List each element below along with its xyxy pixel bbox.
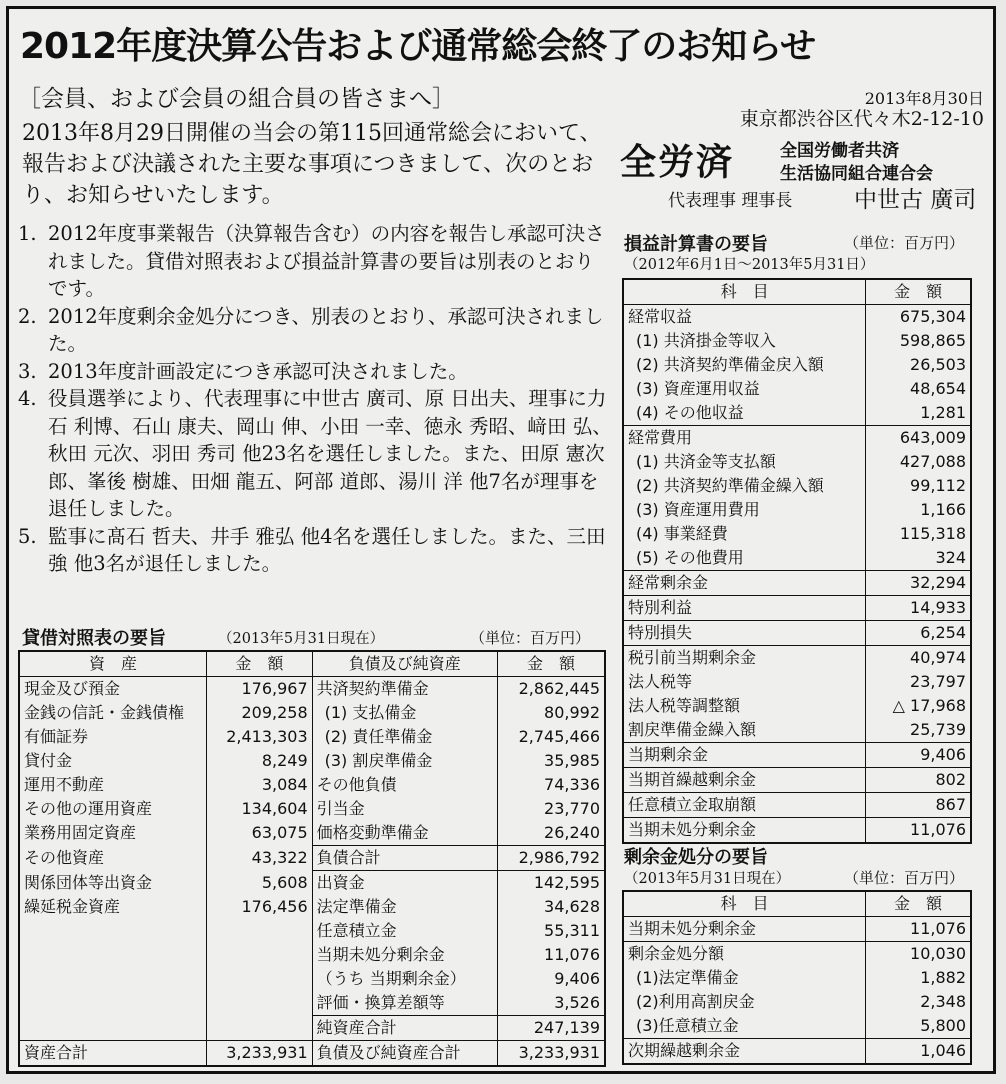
item-label: (2) 共済契約準備金繰入額: [636, 476, 824, 495]
surplus-title: 剰余金処分の要旨: [624, 847, 768, 868]
item-label: (1) 共済金等支払額: [636, 452, 776, 471]
table-row: [623, 426, 971, 451]
item-value: 25,739: [866, 718, 971, 743]
item-label: 特別利益: [623, 596, 866, 621]
asset-label: [19, 991, 207, 1016]
liability-label: (2) 責任準備金: [312, 725, 497, 749]
balance-sheet-table: [18, 650, 606, 1067]
asset-label: 繰延税金資産: [24, 897, 121, 916]
item-value: 26,503: [866, 353, 971, 377]
item-label: (5) その他費用: [636, 548, 744, 567]
item-value: 1,281: [866, 401, 971, 426]
item-number: 2.: [18, 304, 37, 328]
item-value: 6,254: [866, 621, 971, 646]
list-item: [18, 385, 612, 523]
asset-value: 8,249: [207, 749, 313, 773]
intro-paragraph: 2013年8月29日開催の当会の第115回通常総会において、報告および決議された主要な事項につきまして、次のとおり、お知らせいたします。: [22, 121, 602, 208]
item-value: 324: [866, 546, 971, 571]
item-label: (3) 資産運用収益: [636, 379, 760, 398]
column-header: 科 目: [623, 891, 866, 917]
liability-label: その他負債: [312, 773, 497, 797]
liability-value: 34,628: [497, 895, 605, 919]
item-value: △ 17,968: [866, 694, 971, 718]
total-row: [19, 1041, 605, 1067]
table-row: [623, 917, 971, 942]
item-value: 32,294: [866, 571, 971, 596]
liability-value: 26,240: [497, 821, 605, 846]
table-row: [19, 895, 605, 919]
asset-value: [207, 967, 313, 991]
item-label: (4) 事業経費: [636, 524, 728, 543]
resolution-list: [18, 220, 612, 578]
table-row: [19, 967, 605, 991]
item-label: (2)利用高割戻金: [636, 992, 755, 1011]
column-header: 金 額: [866, 891, 971, 917]
column-header: 科 目: [623, 279, 866, 305]
item-label: 次期繰越剰余金: [623, 1039, 866, 1065]
item-number: 4.: [18, 387, 37, 410]
liability-label: 共済契約準備金: [312, 677, 497, 702]
table-row: [19, 821, 605, 846]
asset-label: 貸付金: [24, 751, 73, 770]
liability-value: 2,986,792: [497, 846, 605, 871]
asset-label: 運用不動産: [24, 775, 105, 794]
asset-value: [207, 919, 313, 943]
table-row: [623, 377, 971, 401]
table-header-row: [623, 279, 971, 305]
asset-value: [207, 991, 313, 1016]
income-statement-unit: （単位：百万円）: [844, 234, 965, 252]
liability-label: 任意積立金: [312, 919, 497, 943]
item-value: 427,088: [866, 450, 971, 474]
asset-label: 金銭の信託・金銭債権: [24, 703, 185, 722]
surplus-unit: （単位：百万円）: [844, 869, 965, 887]
item-number: 3.: [18, 359, 37, 383]
liability-label: 出資金: [312, 871, 497, 896]
item-label: 特別損失: [623, 621, 866, 646]
item-value: 10,030: [866, 942, 971, 967]
item-text: 監事に髙石 哲夫、井手 雅弘 他4名を選任しました。また、三田 強 他3名が退任しました。: [48, 524, 606, 575]
asset-value: 176,456: [207, 895, 313, 919]
item-label: 法人税等: [628, 672, 693, 691]
surplus-date: （2013年5月31日現在）: [624, 871, 791, 887]
item-label: 経常収益: [628, 307, 693, 326]
liability-label: （うち 当期剰余金）: [312, 967, 497, 991]
table-row: [623, 670, 971, 694]
table-row: [623, 1039, 971, 1065]
table-row: [19, 943, 605, 967]
item-value: 802: [866, 768, 971, 793]
table-row: [623, 353, 971, 377]
asset-value: [207, 1016, 313, 1041]
table-row: [623, 329, 971, 353]
table-row: [623, 401, 971, 426]
liability-label: 評価・換算差額等: [312, 991, 497, 1016]
item-number: 5.: [18, 524, 37, 548]
asset-label: 有価証券: [24, 727, 89, 746]
item-value: 675,304: [866, 305, 971, 330]
list-item: [18, 358, 612, 386]
representative-title: 代表理事 理事長: [668, 191, 793, 211]
item-value: 23,797: [866, 670, 971, 694]
org-name-line1: 全国労働者共済: [780, 141, 899, 161]
table-row: [19, 749, 605, 773]
table-row: [623, 694, 971, 718]
asset-label: 現金及び預金: [24, 679, 121, 698]
table-row: [19, 871, 605, 896]
item-value: 1,046: [866, 1039, 971, 1065]
asset-label: その他の運用資産: [24, 799, 153, 818]
column-header: 金 額: [207, 651, 313, 677]
asset-label: [19, 967, 207, 991]
item-value: 99,112: [866, 474, 971, 498]
list-item: [18, 303, 612, 358]
column-header: 金 額: [497, 651, 605, 677]
asset-value: 5,608: [207, 871, 313, 896]
balance-sheet-unit: （単位：百万円）: [470, 629, 591, 647]
item-value: 14,933: [866, 596, 971, 621]
item-label: 経常費用: [623, 426, 866, 451]
table-row: [19, 701, 605, 725]
item-value: 2,348: [866, 990, 971, 1014]
representative-name: 中世古 廣司: [854, 187, 977, 213]
item-number: 1.: [18, 222, 37, 245]
item-label: 当期未処分剰余金: [623, 818, 866, 844]
liability-value: 2,745,466: [497, 725, 605, 749]
surplus-body: [623, 917, 971, 1065]
org-logo: 全労済: [620, 142, 735, 183]
table-row: [623, 522, 971, 546]
asset-value: 209,258: [207, 701, 313, 725]
table-row: [19, 797, 605, 821]
item-label: 法人税等調整額: [628, 696, 741, 715]
item-value: 40,974: [866, 646, 971, 671]
liab-total-value: 3,233,931: [497, 1041, 605, 1067]
table-row: [623, 966, 971, 990]
audience-line: ［会員、および会員の組合員の皆さまへ］: [18, 86, 455, 112]
liability-value: 9,406: [497, 967, 605, 991]
asset-label: その他資産: [24, 848, 105, 867]
asset-label: 業務用固定資産: [24, 823, 137, 843]
item-label: 任意積立金取崩額: [623, 793, 866, 818]
item-value: 598,865: [866, 329, 971, 353]
list-item: [18, 523, 612, 578]
org-address: 東京都渋谷区代々木2-12-10: [739, 108, 984, 130]
table-row: [623, 793, 971, 818]
table-row: [623, 818, 971, 844]
item-text: 2012年度事業報告（決算報告含む）の内容を報告し承認可決されました。貸借対照表および損益計算書の要旨は別表のとおりです。: [48, 222, 605, 300]
asset-value: 176,967: [207, 677, 313, 702]
page-title: 2012年度決算公告および通常総会終了のお知らせ: [20, 26, 816, 67]
liability-value: 11,076: [497, 943, 605, 967]
column-header: 資 産: [19, 651, 207, 677]
table-row: [623, 621, 971, 646]
table-row: [623, 546, 971, 571]
table-row: [623, 450, 971, 474]
table-row: [623, 1014, 971, 1039]
income-statement-table: [622, 278, 972, 844]
list-item: [18, 220, 612, 303]
liability-label: 引当金: [312, 797, 497, 821]
liability-label: 当期未処分剰余金: [312, 943, 497, 967]
item-value: 1,882: [866, 966, 971, 990]
table-row: [19, 725, 605, 749]
liability-label: 負債合計: [312, 846, 497, 871]
liability-value: 55,311: [497, 919, 605, 943]
column-header: 金 額: [866, 279, 971, 305]
assets-total-label: 資産合計: [19, 1041, 207, 1067]
item-label: (3)任意積立金: [636, 1016, 739, 1035]
asset-label: 関係団体等出資金: [24, 872, 153, 892]
item-value: 115,318: [866, 522, 971, 546]
liability-value: 80,992: [497, 701, 605, 725]
table-header-row: [19, 651, 605, 677]
item-label: 剰余金処分額: [623, 942, 866, 967]
item-label: (1) 共済掛金等収入: [636, 331, 776, 350]
asset-value: 43,322: [207, 846, 313, 871]
item-label: 税引前当期剰余金: [623, 646, 866, 671]
asset-value: [207, 943, 313, 967]
item-label: 当期剰余金: [623, 743, 866, 768]
liability-value: 247,139: [497, 1016, 605, 1041]
table-row: [19, 677, 605, 702]
item-value: 48,654: [866, 377, 971, 401]
liability-value: 74,336: [497, 773, 605, 797]
liability-value: 35,985: [497, 749, 605, 773]
table-row: [623, 305, 971, 330]
table-header-row: [623, 891, 971, 917]
liability-label: 法定準備金: [312, 895, 497, 919]
table-row: [623, 768, 971, 793]
liability-value: 23,770: [497, 797, 605, 821]
table-row: [623, 942, 971, 967]
asset-label: [19, 919, 207, 943]
balance-sheet-date: （2013年5月31日現在）: [218, 631, 385, 647]
asset-value: 3,084: [207, 773, 313, 797]
item-text: 役員選挙により、代表理事に中世古 廣司、原 日出夫、理事に力石 利博、石山 康夫、岡山 伸、小田 一幸、徳永 秀昭、﨑田 弘、秋田 元次、羽田 秀司 他23名を選任しました。また、田原 憲次郎、峯後 樹雄、田畑 龍五、阿部 道郎、湯川 洋 他7名が理事を退任しました。: [48, 387, 612, 520]
liability-label: (3) 割戻準備金: [312, 749, 497, 773]
surplus-table: [622, 890, 972, 1065]
balance-sheet-title: 貸借対照表の要旨: [22, 628, 166, 649]
notice-date: 2013年8月30日: [864, 89, 984, 108]
table-row: [623, 571, 971, 596]
item-label: (1)法定準備金: [636, 968, 739, 987]
item-value: 1,166: [866, 498, 971, 522]
table-row: [623, 743, 971, 768]
liability-label: 純資産合計: [312, 1016, 497, 1041]
income-statement-body: [623, 305, 971, 844]
item-label: (3) 資産運用費用: [636, 500, 760, 519]
liability-value: 2,862,445: [497, 677, 605, 702]
table-row: [19, 991, 605, 1016]
item-label: (2) 共済契約準備金戻入額: [636, 355, 824, 374]
table-row: [623, 596, 971, 621]
item-value: 5,800: [866, 1014, 971, 1039]
asset-value: 134,604: [207, 797, 313, 821]
table-row: [623, 474, 971, 498]
item-text: 2012年度剰余金処分につき、別表のとおり、承認可決されました。: [48, 304, 604, 355]
income-statement-title: 損益計算書の要旨: [624, 234, 768, 255]
item-value: 11,076: [866, 818, 971, 844]
liability-label: (1) 支払備金: [312, 701, 497, 725]
assets-total-value: 3,233,931: [207, 1041, 313, 1067]
balance-sheet-body: [19, 677, 605, 1041]
item-label: 当期首繰越剰余金: [623, 768, 866, 793]
income-statement-period: （2012年6月1日～2013年5月31日）: [624, 257, 875, 273]
asset-value: 2,413,303: [207, 725, 313, 749]
liability-value: 142,595: [497, 871, 605, 896]
table-row: [19, 773, 605, 797]
table-row: [19, 846, 605, 871]
table-row: [623, 718, 971, 743]
asset-label: [19, 1016, 207, 1041]
table-row: [623, 498, 971, 522]
item-value: 9,406: [866, 743, 971, 768]
liability-label: 価格変動準備金: [312, 821, 497, 846]
item-value: 11,076: [866, 917, 971, 942]
liab-total-label: 負債及び純資産合計: [312, 1041, 497, 1067]
asset-label: [19, 943, 207, 967]
column-header: 負債及び純資産: [312, 651, 497, 677]
org-name-line2: 生活協同組合連合会: [780, 164, 933, 184]
item-label: (4) その他収益: [636, 403, 744, 422]
asset-value: 63,075: [207, 821, 313, 846]
item-text: 2013年度計画設定につき承認可決されました。: [48, 359, 468, 383]
item-label: 割戻準備金繰入額: [628, 720, 757, 739]
item-label: 当期未処分剰余金: [628, 919, 757, 938]
table-row: [623, 990, 971, 1014]
table-row: [19, 919, 605, 943]
item-value: 867: [866, 793, 971, 818]
table-row: [19, 1016, 605, 1041]
item-value: 643,009: [866, 426, 971, 451]
item-label: 経常剰余金: [623, 571, 866, 596]
table-row: [623, 646, 971, 671]
liability-value: 3,526: [497, 991, 605, 1016]
